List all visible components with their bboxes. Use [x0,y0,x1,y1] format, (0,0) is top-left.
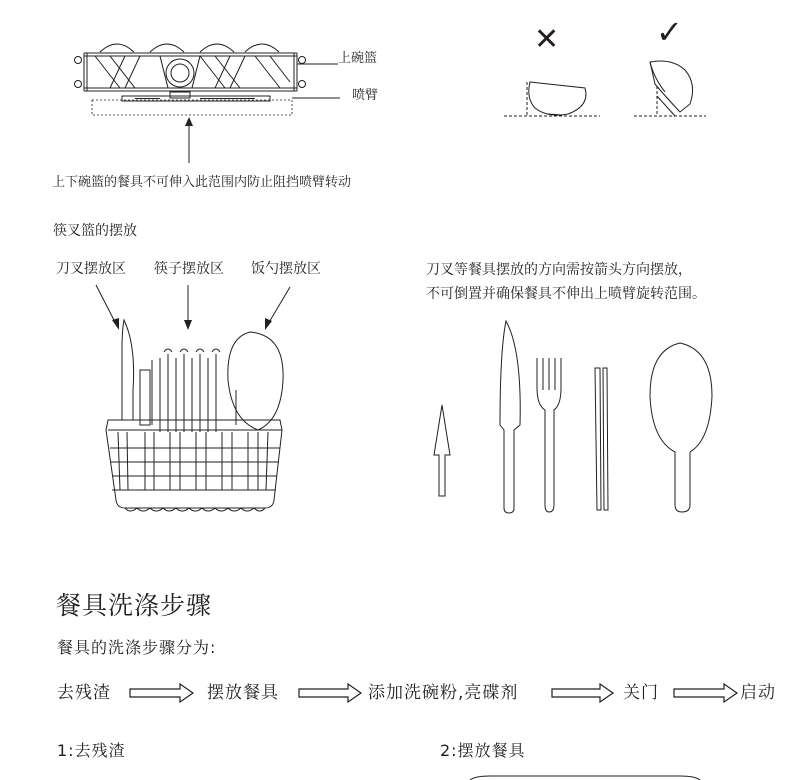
flow-step-5: 启动 [740,683,776,703]
flow-arrow-1 [130,684,193,702]
flow-step-3: 添加洗碗粉,亮碟剂 [368,683,519,703]
washing-steps-intro: 餐具的洗涤步骤分为: [57,638,217,657]
zone-knife-fork-label: 刀叉摆放区 [56,261,126,277]
spray-arm-label: 喷臂 [352,88,379,103]
flow-step-4: 关门 [623,683,659,703]
wrong-icon: ✕ [534,22,560,57]
check-icon: ✓ [656,13,683,51]
direction-note-line2: 不可倒置并确保餐具不伸出上喷臂旋转范围。 [426,286,706,302]
flow-arrow-4 [674,684,737,702]
step-2-label: 2:摆放餐具 [440,741,526,760]
washing-steps-title: 餐具洗涤步骤 [56,591,213,620]
flow-step-2: 摆放餐具 [207,683,279,703]
zone-chopsticks-label: 筷子摆放区 [154,261,224,277]
flow-arrow-3 [552,684,613,702]
cutlery-basket-title: 筷叉篮的摆放 [53,223,137,239]
direction-note-line1: 刀叉等餐具摆放的方向需按箭头方向摆放， [426,262,692,278]
upper-basket-label: 上碗篮 [338,51,378,66]
flow-step-1: 去残渣 [57,683,111,703]
step-1-label: 1:去残渣 [57,741,126,760]
spray-zone-note: 上下碗篮的餐具不可伸入此范围内防止阻挡喷臂转动 [52,175,352,190]
zone-spoon-label: 饭勺摆放区 [251,261,321,277]
flow-arrow-2 [299,684,361,702]
